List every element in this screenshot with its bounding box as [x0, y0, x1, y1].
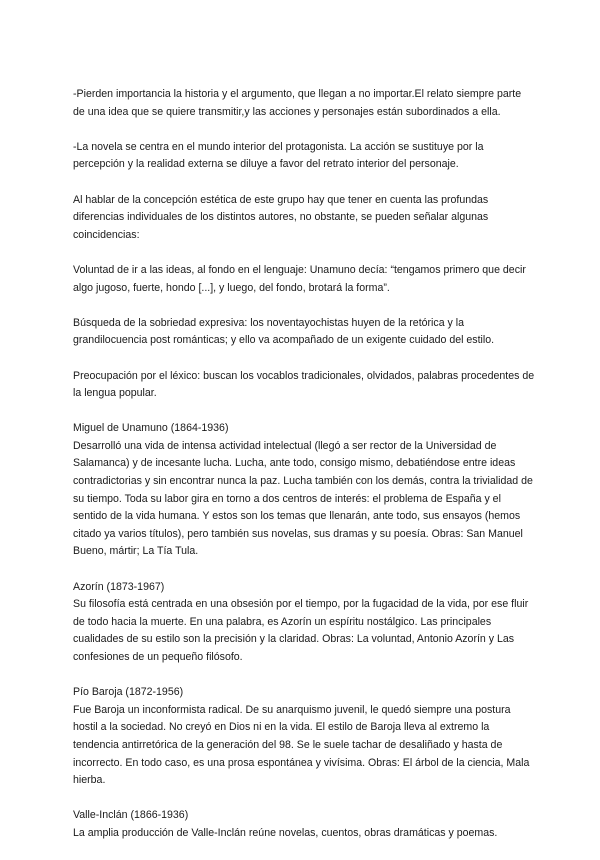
- author-section-unamuno: [73, 420, 535, 561]
- author-description: Fue Baroja un inconformista radical. De su anarquismo juvenil, le quedó siempre una postura hostil a la sociedad. No creyó en Dios ni en la vida. El estilo de Baroja lleva al extremo la tendencia antirretórica de la generación del 98. Se le suele tachar de desaliñado y hasta de incorrecto. En todo caso, es una prosa espontánea y vivísima. Obras: El árbol de la ciencia, Mala hierba.: [73, 703, 530, 787]
- author-heading: Miguel de Unamuno (1864-1936): [73, 422, 229, 435]
- paragraph-inner-world: -La novela se centra en el mundo interior del protagonista. La acción se sustituye por la percepción y la realidad externa se diluye a favor del retrato interior del personaje.: [73, 140, 484, 171]
- paragraph-plot-importance: -Pierden importancia la historia y el argumento, que llegan a no importar.El relato siempre parte de una idea que se quiere transmitir,y las acciones y personajes están subordinados a ella.: [73, 88, 522, 118]
- author-heading: Pío Baroja (1872-1956): [73, 686, 184, 699]
- paragraph-expressive-sobriety: Búsqueda de la sobriedad expresiva: los noventayochistas huyen de la retórica y la grandilocuencia post románticas; y ello va acompañado de un exigente cuidado del estilo.: [73, 316, 495, 347]
- paragraph-lexicon: Preocupación por el léxico: buscan los vocablos tradicionales, olvidados, palabras procedentes de la lengua popular.: [73, 369, 535, 400]
- author-description: La amplia producción de Valle-Inclán reúne novelas, cuentos, obras dramáticas y poemas.: [73, 826, 498, 839]
- author-heading: Azorín (1873-1967): [73, 580, 165, 593]
- author-heading: Valle-Inclán (1866-1936): [73, 809, 189, 822]
- author-section-valle-inclan: [73, 807, 535, 842]
- author-section-baroja: [73, 684, 535, 790]
- paragraph-aesthetic-conception: Al hablar de la concepción estética de este grupo hay que tener en cuenta las profundas diferencias individuales de los distintos autores, no obstante, se pueden señalar algunas coincidencias:: [73, 193, 489, 241]
- paragraph-will-to-ideas: Voluntad de ir a las ideas, al fondo en el lenguaje: Unamuno decía: “tengamos primero que decir algo jugoso, fuerte, hondo [...], y luego, del fondo, brotará la forma”.: [73, 263, 526, 294]
- author-section-azorin: [73, 579, 535, 667]
- document-body: [73, 86, 535, 860]
- author-description: Su filosofía está centrada en una obsesión por el tiempo, por la fugacidad de la vida, por ese fluir de todo hacia la muerte. En una palabra, es Azorín un espíritu nostálgico. Las principales cualidades de su estilo son la precisión y la claridad. Obras: La voluntad, Antonio Azorín y Las confesiones de un pequeño filósofo.: [73, 598, 529, 663]
- author-description: Desarrolló una vida de intensa actividad intelectual (llegó a ser rector de la Universidad de Salamanca) y de incesante lucha. Lucha, ante todo, consigo mismo, debatiéndose entre ideas contradictorias y sin encontrar nunca la paz. Lucha también con los demás, contra la trivialidad de su tiempo. Toda su labor gira en torno a dos centros de interés: el problema de España y el sentido de la vida humana. Y estos son los temas que llenarán, ante todo, sus ensayos (hemos citado ya varios títulos), pero también sus novelas, sus dramas y su poesía. Obras: San Manuel Bueno, mártir; La Tía Tula.: [73, 439, 533, 558]
